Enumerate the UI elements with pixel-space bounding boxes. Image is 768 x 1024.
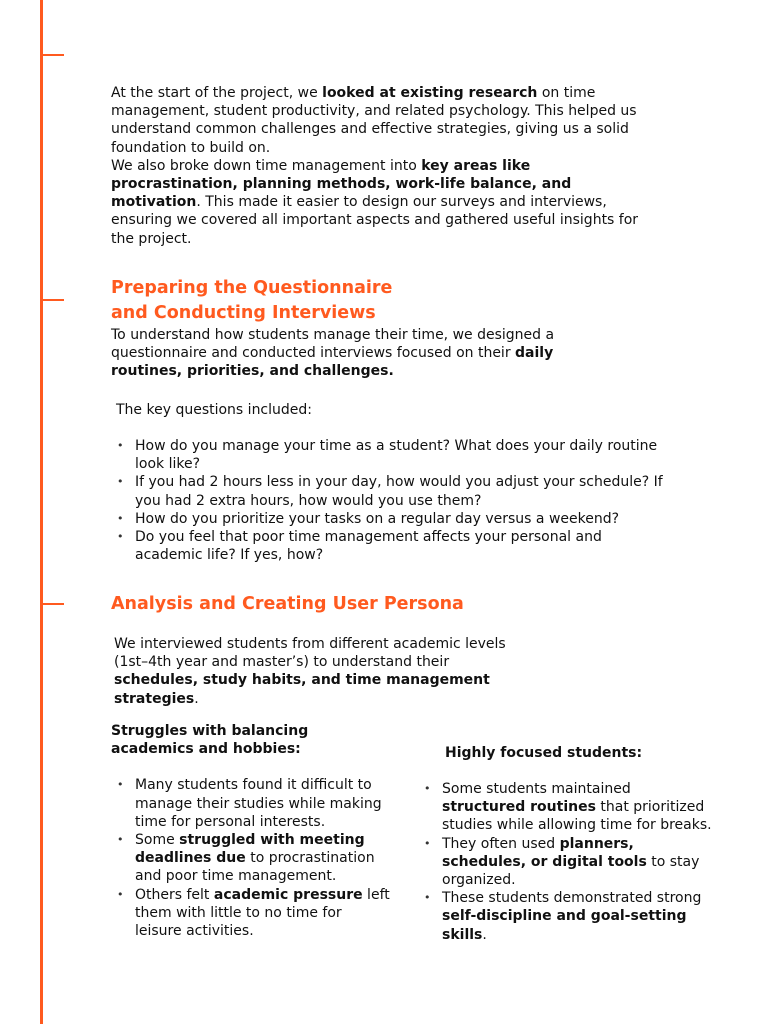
text-segment: They often used xyxy=(442,835,560,852)
text-segment: to procrastination and poor time management. xyxy=(135,850,375,885)
text-segment: . This made it easier to design our surveys and interviews, ensuring we covered all important aspects and gathered useful insights for the project. xyxy=(111,194,639,247)
struggles-heading-line2: academics and hobbies: xyxy=(111,741,301,758)
intro-paragraph-key-areas xyxy=(111,157,651,248)
text-segment: These students demonstrated strong xyxy=(442,890,702,907)
text-segment: . xyxy=(482,926,487,943)
questionnaire-intro xyxy=(111,326,621,381)
list-item xyxy=(111,437,671,473)
list-item xyxy=(418,780,718,835)
text-segment: to stay organized. xyxy=(442,853,700,889)
intro-paragraph-research xyxy=(111,84,651,157)
emphasized-text: key areas like procrastination, planning methods, work-life balance, and motivation xyxy=(111,157,572,211)
text-segment: If you had 2 hours less in your day, how would you adjust your schedule? If you had 2 extra hours, how would you use them? xyxy=(135,474,663,509)
emphasized-text: self-discipline and goal-setting skills xyxy=(442,908,687,943)
list-item xyxy=(418,889,718,944)
questionnaire-title-line2: and Conducting Interviews xyxy=(111,303,376,323)
intro-section xyxy=(111,84,651,248)
emphasized-text: planners, schedules, or digital tools xyxy=(442,835,647,870)
questionnaire-section xyxy=(111,276,671,381)
timeline-marker-intro xyxy=(41,54,64,56)
list-item xyxy=(111,886,391,941)
emphasized-text: looked at existing research xyxy=(322,85,538,101)
text-segment: Many students found it difficult to manage their studies while making time for personal interests. xyxy=(135,777,382,830)
text-segment: To understand how students manage their time, we designed a questionnaire and conducted interviews focused on their xyxy=(111,327,555,362)
emphasized-text: structured routines xyxy=(442,799,596,816)
text-segment: How do you manage your time as a student? What does your daily routine look like? xyxy=(135,438,658,473)
text-segment: How do you prioritize your tasks on a regular day versus a weekend? xyxy=(135,510,620,527)
timeline-marker-analysis xyxy=(41,603,64,605)
text-segment: We interviewed students from different academic levels (1st–4th year and master’s) to understand their xyxy=(114,636,506,671)
list-item xyxy=(111,528,671,564)
list-item xyxy=(418,835,718,890)
struggles-column xyxy=(111,722,391,940)
struggles-heading-line1: Struggles with balancing xyxy=(111,723,309,739)
text-segment: Some xyxy=(135,832,180,849)
text-segment: . xyxy=(194,690,199,707)
questions-label-block xyxy=(116,401,312,419)
text-segment: Some students maintained xyxy=(442,781,631,797)
questions-label: The key questions included: xyxy=(116,402,312,418)
focused-heading: Highly focused students: xyxy=(445,745,643,761)
questionnaire-title xyxy=(111,276,671,326)
text-segment: We also broke down time management into xyxy=(111,157,422,174)
questions-list xyxy=(111,437,671,564)
questions-block xyxy=(111,437,671,564)
focused-heading-block xyxy=(445,744,745,762)
analysis-title: Analysis and Creating User Persona xyxy=(111,594,464,614)
analysis-intro xyxy=(114,635,534,708)
list-item xyxy=(111,776,391,831)
focused-list xyxy=(418,780,718,944)
focused-column xyxy=(418,780,718,944)
text-segment: At the start of the project, we xyxy=(111,85,323,101)
list-item xyxy=(111,510,671,528)
emphasized-text: struggled with meeting deadlines due xyxy=(135,832,365,867)
struggles-list xyxy=(111,776,391,940)
analysis-title-block xyxy=(111,592,464,617)
list-item xyxy=(111,473,671,509)
text-segment: that prioritized studies while allowing time for breaks. xyxy=(442,799,712,834)
text-segment: left them with little to no time for leisure activities. xyxy=(135,886,390,940)
emphasized-text: daily routines, priorities, and challenges. xyxy=(111,345,554,380)
text-segment: on time management, student productivity, and related psychology. This helped us understand common challenges and effective strategies, giving us a solid foundation to build on. xyxy=(111,85,637,156)
timeline-rail xyxy=(40,0,43,1024)
struggles-heading xyxy=(111,722,391,758)
text-segment: Others felt xyxy=(135,886,214,903)
emphasized-text: schedules, study habits, and time management strategies xyxy=(114,672,490,707)
questionnaire-title-line1: Preparing the Questionnaire xyxy=(111,278,393,298)
list-item xyxy=(111,831,391,886)
text-segment: Do you feel that poor time management affects your personal and academic life? If yes, how? xyxy=(135,529,602,564)
analysis-intro-block xyxy=(114,635,534,708)
emphasized-text: academic pressure xyxy=(213,886,363,903)
timeline-marker-questionnaire xyxy=(41,299,64,301)
